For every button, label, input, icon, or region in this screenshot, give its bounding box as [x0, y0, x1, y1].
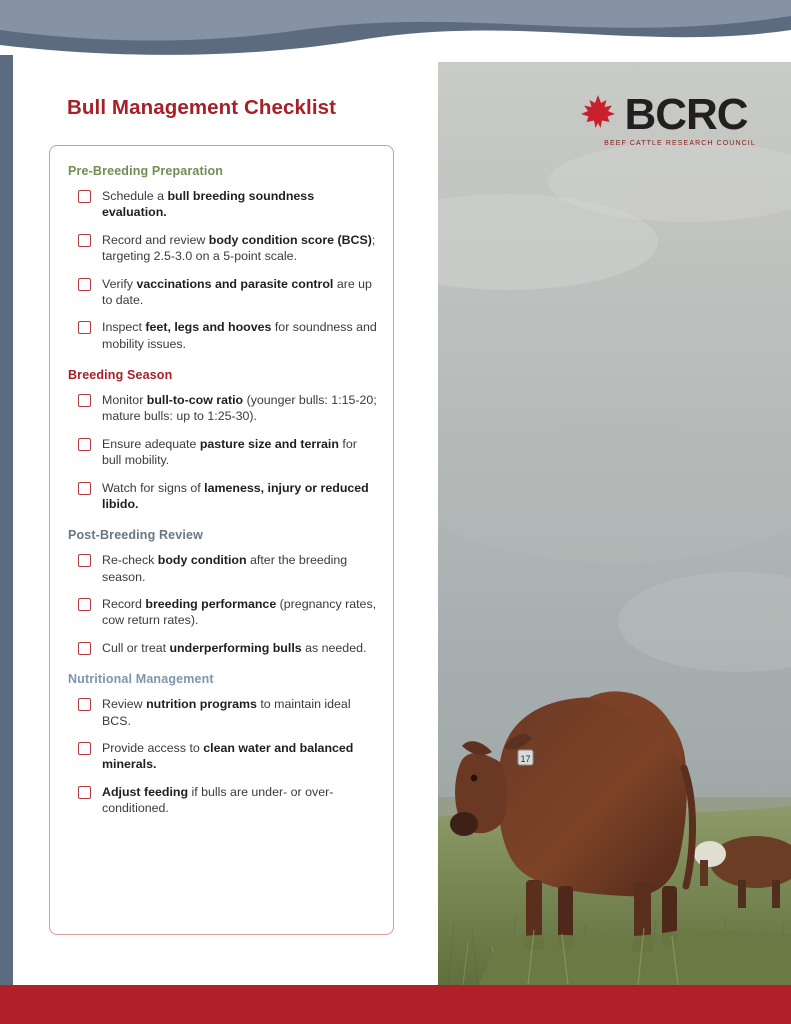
checkbox-icon[interactable]: [78, 698, 91, 711]
checkbox-icon[interactable]: [78, 742, 91, 755]
checklist-item-label: Verify vaccinations and parasite control are up to date.: [102, 276, 372, 307]
checklist-section: [68, 164, 377, 352]
bull-photo: [438, 62, 791, 985]
section-heading: Breeding Season: [68, 368, 173, 382]
svg-text:17: 17: [520, 754, 531, 764]
checklist-item[interactable]: [68, 552, 377, 585]
checklist-item-label: Adjust feeding if bulls are under- or over-conditioned.: [102, 784, 334, 815]
checklist-section: [68, 672, 377, 816]
checklist-section: [68, 528, 377, 656]
checklist-item-label: Inspect feet, legs and hooves for soundness and mobility issues.: [102, 320, 377, 351]
section-heading: Nutritional Management: [68, 672, 214, 687]
checklist-item-label: Schedule a bull breeding soundness evaluation.: [102, 189, 315, 220]
checklist-item[interactable]: [68, 319, 377, 352]
section-heading: Pre-Breeding Preparation: [68, 164, 224, 178]
checklist-item-label: Ensure adequate pasture size and terrain for bull mobility.: [102, 436, 357, 468]
logo-text: BCRC: [624, 89, 748, 139]
checklist-item-label: Watch for signs of lameness, injury or reduced libido.: [102, 480, 369, 511]
checkbox-icon[interactable]: [78, 786, 91, 799]
checklist-item-label: Monitor bull-to-cow ratio (younger bulls: 1:15-20; mature bulls: up to 1:25-30).: [102, 393, 377, 424]
checklist-item-label: Record breeding performance (pregnancy rates, cow return rates).: [102, 597, 377, 628]
checkbox-icon[interactable]: [78, 394, 91, 407]
checklist-item[interactable]: [68, 696, 377, 729]
section-heading: Post-Breeding Review: [68, 528, 203, 543]
checkbox-icon[interactable]: [78, 598, 91, 611]
checkbox-icon[interactable]: [78, 190, 91, 203]
maple-leaf-icon: [578, 92, 618, 137]
checkbox-icon[interactable]: [78, 321, 91, 334]
checklist-item[interactable]: [68, 480, 377, 513]
checklist-sections: [50, 146, 393, 837]
checkbox-icon[interactable]: [78, 438, 91, 451]
checklist-item[interactable]: [68, 740, 377, 773]
checklist-item-label: Record and review body condition score (BCS); targeting 2.5-3.0 on a 5-point scale.: [102, 232, 376, 264]
checkbox-icon[interactable]: [78, 482, 91, 495]
checklist-item[interactable]: [68, 232, 377, 265]
checklist-panel: [49, 145, 394, 935]
checkbox-icon[interactable]: [78, 278, 91, 291]
checkbox-icon[interactable]: [78, 234, 91, 247]
checklist-item[interactable]: [68, 640, 377, 656]
bcrc-logo: [548, 89, 778, 147]
checklist-item-label: Cull or treat underperforming bulls as needed.: [102, 640, 367, 655]
checklist-item[interactable]: [68, 392, 377, 425]
bottom-accent-bar: [0, 985, 791, 1024]
checklist-item-label: Provide access to clean water and balanced minerals.: [102, 740, 354, 772]
checklist-content: [13, 62, 438, 985]
checklist-item[interactable]: [68, 436, 377, 469]
top-banner: [0, 0, 791, 62]
checklist-section: [68, 368, 377, 512]
checkbox-icon[interactable]: [78, 554, 91, 567]
checkbox-icon[interactable]: [78, 642, 91, 655]
left-accent-bar: [0, 55, 13, 985]
checklist-item-label: Review nutrition programs to maintain ideal BCS.: [102, 697, 351, 728]
checklist-item[interactable]: [68, 276, 377, 309]
checklist-item[interactable]: [68, 596, 377, 629]
checklist-item[interactable]: [68, 188, 377, 221]
checklist-item[interactable]: [68, 784, 377, 817]
page-title: Bull Management Checklist: [67, 96, 337, 119]
checklist-item-label: Re-check body condition after the breeding season.: [102, 553, 348, 584]
logo-subtitle: BEEF CATTLE RESEARCH COUNCIL: [604, 140, 756, 147]
